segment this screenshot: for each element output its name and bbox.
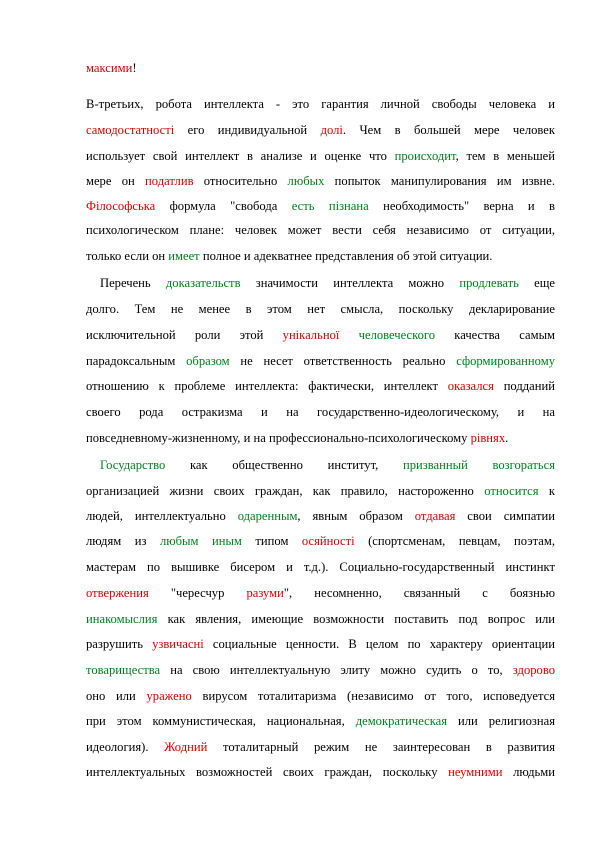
- text-segment: при этом коммунистическая, национальная,: [86, 714, 356, 728]
- text-line: [86, 428, 555, 448]
- text-segment: , явным образом: [297, 509, 415, 523]
- text-line: [86, 609, 555, 629]
- text-segment: людям из: [86, 534, 160, 548]
- text-segment: исключительной роли этой: [86, 328, 283, 342]
- text-segment: .: [505, 431, 509, 445]
- text-line: [86, 557, 555, 577]
- highlight-red-word: рівнях: [470, 431, 506, 445]
- highlight-red-word: Філософська: [86, 199, 156, 213]
- text-segment: не несет ответственность реально: [229, 354, 457, 368]
- highlight-green-word: относится: [484, 484, 539, 498]
- text-segment: к: [538, 484, 555, 498]
- text-segment: тоталитарный режим не заинтересован в развития: [207, 740, 555, 754]
- text-segment: подданий: [493, 379, 555, 393]
- text-line: [86, 351, 555, 371]
- text-segment: мере он: [86, 174, 146, 188]
- text-line: [86, 762, 555, 782]
- highlight-red-word: податлив: [145, 174, 194, 188]
- text-segment: своего рода остракизма и на государственно-идеологическому, и на: [86, 405, 555, 419]
- highlight-green-word: призванный возгораться: [403, 458, 555, 472]
- text-line: [86, 146, 555, 166]
- text-segment: повседневному-жизненному, и на профессионально-психологическому: [86, 431, 471, 445]
- text-line: [86, 583, 555, 603]
- text-line: [86, 196, 555, 216]
- highlight-green-word: имеет: [168, 249, 200, 263]
- text-segment: людьми: [502, 765, 555, 779]
- text-line: [100, 455, 555, 475]
- highlight-red-word: узвичасні: [152, 637, 204, 651]
- text-segment: ", несомненно, связанный с боязнью: [283, 586, 555, 600]
- highlight-green-word: одаренным: [237, 509, 298, 523]
- highlight-red-word: самодостатності: [86, 123, 175, 137]
- text-line: [86, 325, 555, 345]
- highlight-green-word: демократическая: [355, 714, 448, 728]
- text-segment: вирусом тоталитаризма (независимо от того, исповедуется: [191, 689, 555, 703]
- text-segment: значимости интеллекта можно: [240, 276, 460, 290]
- highlight-green-word: товарищества: [86, 663, 161, 677]
- text-segment: отношению к проблеме интеллекта: фактически, интеллект: [86, 379, 448, 393]
- text-line: [86, 171, 555, 191]
- text-segment: парадоксальным: [86, 354, 187, 368]
- highlight-green-word: Государство: [100, 458, 166, 472]
- text-line: [86, 220, 555, 240]
- text-line: [86, 506, 555, 526]
- highlight-red-word: здорово: [512, 663, 555, 677]
- text-segment: мастерам по вышивке бисером и т.д.). Социально-государственный инстинкт: [86, 560, 555, 574]
- highlight-red-word: Жодний: [164, 740, 208, 754]
- text-line: [86, 531, 555, 551]
- text-line: [86, 402, 555, 422]
- text-segment: идеология).: [86, 740, 165, 754]
- text-segment: Перечень: [100, 276, 166, 290]
- text-segment: типом: [241, 534, 302, 548]
- text-segment: только если он: [86, 249, 169, 263]
- text-line: [86, 120, 555, 140]
- text-segment: как явления, имеющие возможности поставить под вопрос или: [157, 612, 555, 626]
- highlight-green-word: образом: [186, 354, 230, 368]
- highlight-red-word: унікальної: [282, 328, 340, 342]
- highlight-red-word: максими: [86, 61, 133, 75]
- highlight-red-word: долі: [320, 123, 343, 137]
- text-line: [86, 634, 555, 654]
- highlight-green-word: продлевать: [459, 276, 519, 290]
- highlight-red-word: оказался: [447, 379, 494, 393]
- text-segment: . Чем в большей мере человек: [342, 123, 555, 137]
- text-segment: формула "свобода: [155, 199, 292, 213]
- text-segment: "чересчур: [148, 586, 247, 600]
- text-line: [86, 376, 555, 396]
- highlight-green-word: доказательств: [165, 276, 241, 290]
- text-line: [86, 737, 555, 757]
- text-segment: как общественно институт,: [165, 458, 404, 472]
- highlight-green-word: любых: [287, 174, 325, 188]
- text-segment: социальные ценности. В целом по характеру ориентации: [203, 637, 555, 651]
- text-segment: разрушить: [86, 637, 153, 651]
- text-segment: долго. Тем не менее в этом нет смысла, поскольку декларирование: [86, 302, 555, 316]
- text-segment: психологическом плане: человек может вести себя независимо от ситуации,: [86, 223, 555, 237]
- text-line: [86, 58, 555, 78]
- text-segment: (спортсменам, певцам, поэтам,: [354, 534, 555, 548]
- text-segment: еще: [518, 276, 555, 290]
- text-line: [86, 686, 555, 706]
- highlight-red-word: отвержения: [86, 586, 149, 600]
- text-segment: людей, интеллектуально: [86, 509, 238, 523]
- text-segment: свои симпатии: [455, 509, 555, 523]
- highlight-green-word: сформированному: [456, 354, 555, 368]
- text-segment: на свою интеллектуальную элиту можно судить о то,: [160, 663, 513, 677]
- text-segment: организацией жизни своих граждан, как правило, настороженно: [86, 484, 485, 498]
- text-segment: , тем в меньшей: [455, 149, 555, 163]
- text-segment: оно или: [86, 689, 147, 703]
- highlight-green-word: инакомыслия: [86, 612, 158, 626]
- text-segment: его индивидуальной: [174, 123, 321, 137]
- text-segment: попыток манипулирования им извне.: [324, 174, 555, 188]
- text-segment: В-третьих, робота интеллекта - это гарантия личной свободы человека и: [86, 97, 555, 111]
- text-segment: !: [132, 61, 137, 75]
- text-segment: [339, 328, 358, 342]
- text-line: [86, 299, 555, 319]
- text-line: [86, 94, 555, 114]
- text-segment: интеллектуальных возможностей своих граждан, поскольку: [86, 765, 449, 779]
- text-line: [86, 711, 555, 731]
- highlight-green-word: любым иным: [159, 534, 242, 548]
- highlight-red-word: отдавая: [414, 509, 456, 523]
- text-segment: относительно: [193, 174, 288, 188]
- text-segment: полное и адекватнее представления об этой ситуации.: [199, 249, 493, 263]
- text-line: [86, 481, 555, 501]
- highlight-green-word: происходит: [394, 149, 456, 163]
- highlight-red-word: уражено: [146, 689, 192, 703]
- highlight-green-word: есть пізнана: [291, 199, 369, 213]
- text-line: [100, 273, 555, 293]
- text-segment: использует свой интеллект в анализе и оценке что: [86, 149, 395, 163]
- highlight-red-word: неумними: [448, 765, 503, 779]
- highlight-red-word: разуми: [246, 586, 284, 600]
- highlight-red-word: осяйності: [301, 534, 355, 548]
- text-line: [86, 660, 555, 680]
- text-line: [86, 246, 555, 266]
- text-segment: необходимость" верна и в: [368, 199, 555, 213]
- highlight-green-word: человеческого: [358, 328, 436, 342]
- text-segment: качества самым: [435, 328, 555, 342]
- text-segment: или религиозная: [447, 714, 555, 728]
